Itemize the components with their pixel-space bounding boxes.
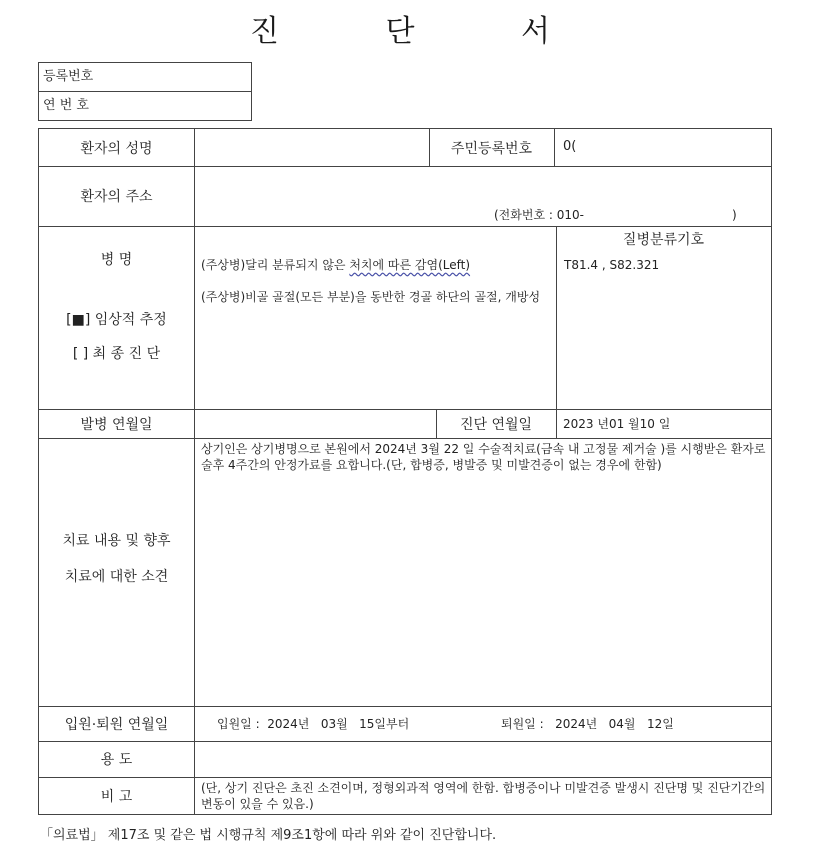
- serial-number-label: 연 번 호: [43, 98, 89, 113]
- resident-number-label: 주민등록번호: [450, 140, 533, 157]
- final-diagnosis-option: [ ] 최 종 진 단: [72, 346, 161, 362]
- admission-label: 입원·퇴원 연월일: [64, 716, 169, 733]
- patient-name-label: 환자의 성명: [80, 140, 153, 157]
- diagnosis-date-value: 2023 년01 월10 일: [563, 417, 671, 431]
- treatment-label-line2: 치료에 대한 소견: [64, 569, 169, 585]
- diagnosis-secondary: (주상병)비골 골절(모든 부분)을 동반한 경골 하단의 골절, 개방성: [201, 290, 541, 304]
- discharge-date: 퇴원일 : 2024년 04월 12일: [501, 717, 674, 731]
- disease-label: 병 명: [100, 252, 133, 268]
- title-char-2: 단: [385, 14, 415, 49]
- disease-code-header: 질병분류기호: [622, 232, 705, 248]
- certificate-form: [38, 128, 772, 815]
- treatment-label-line1: 치료 내용 및 향후: [62, 533, 171, 549]
- registration-box: [38, 62, 252, 121]
- address-label: 환자의 주소: [80, 189, 153, 205]
- phone-label: (전화번호 : 010-: [494, 208, 584, 222]
- remarks-text: (단, 상기 진단은 초진 소견이며, 정형외과적 영역에 한함. 합병증이나 미발견증 발생시 진단명 및 진단기간의 변동이 있을 수 있음.): [201, 781, 766, 811]
- phone-close: ): [732, 208, 737, 222]
- registration-number-label: 등록번호: [43, 69, 94, 84]
- row-divider: [39, 226, 771, 227]
- diagnosis-date-label: 진단 연월일: [459, 416, 533, 433]
- purpose-value: [199, 751, 759, 769]
- row-divider: [39, 438, 771, 439]
- column-divider: [554, 129, 555, 166]
- diagnosis-primary-marked: 처치에 따른 감염(Left): [349, 258, 471, 272]
- resident-number-value: 0(: [563, 139, 577, 154]
- column-divider: [556, 226, 557, 409]
- onset-date-label: 발병 연월일: [80, 416, 153, 433]
- serial-number-row: [39, 91, 251, 119]
- diagnosis-primary: [201, 257, 551, 275]
- registration-number-row: [39, 63, 251, 91]
- label-column-divider: [194, 129, 195, 815]
- title-char-3: 서: [521, 14, 550, 49]
- purpose-label: 용 도: [100, 752, 133, 768]
- clinical-estimate-option: [■] 임상적 추정: [66, 312, 167, 328]
- remarks-label: 비 고: [100, 789, 133, 805]
- admission-date: 입원일 : 2024년 03월 15일부터: [217, 717, 410, 731]
- disease-codes: T81.4 , S82.321: [564, 258, 660, 272]
- legal-footer: 「의료법」 제17조 및 같은 법 시행규칙 제9조1항에 따라 위와 같이 진단합니다.: [40, 828, 497, 843]
- column-divider: [556, 409, 557, 438]
- diagnosis-primary-plain: (주상병)달리 분류되지 않은: [201, 258, 350, 272]
- address-value: [199, 173, 599, 191]
- title-char-1: 진: [250, 14, 279, 49]
- onset-date-value: [199, 417, 429, 435]
- patient-name-value: [199, 139, 424, 159]
- document-title: [250, 8, 550, 48]
- treatment-text: 상기인은 상기병명으로 본원에서 2024년 3월 22 일 수술적치료(금속 내 고정물 제거술 )를 시행받은 환자로 술후 4주간의 안정가료를 요합니다.(단, 합병증, 병발증 및 미발견증이 없는 경우에 한함): [201, 442, 766, 472]
